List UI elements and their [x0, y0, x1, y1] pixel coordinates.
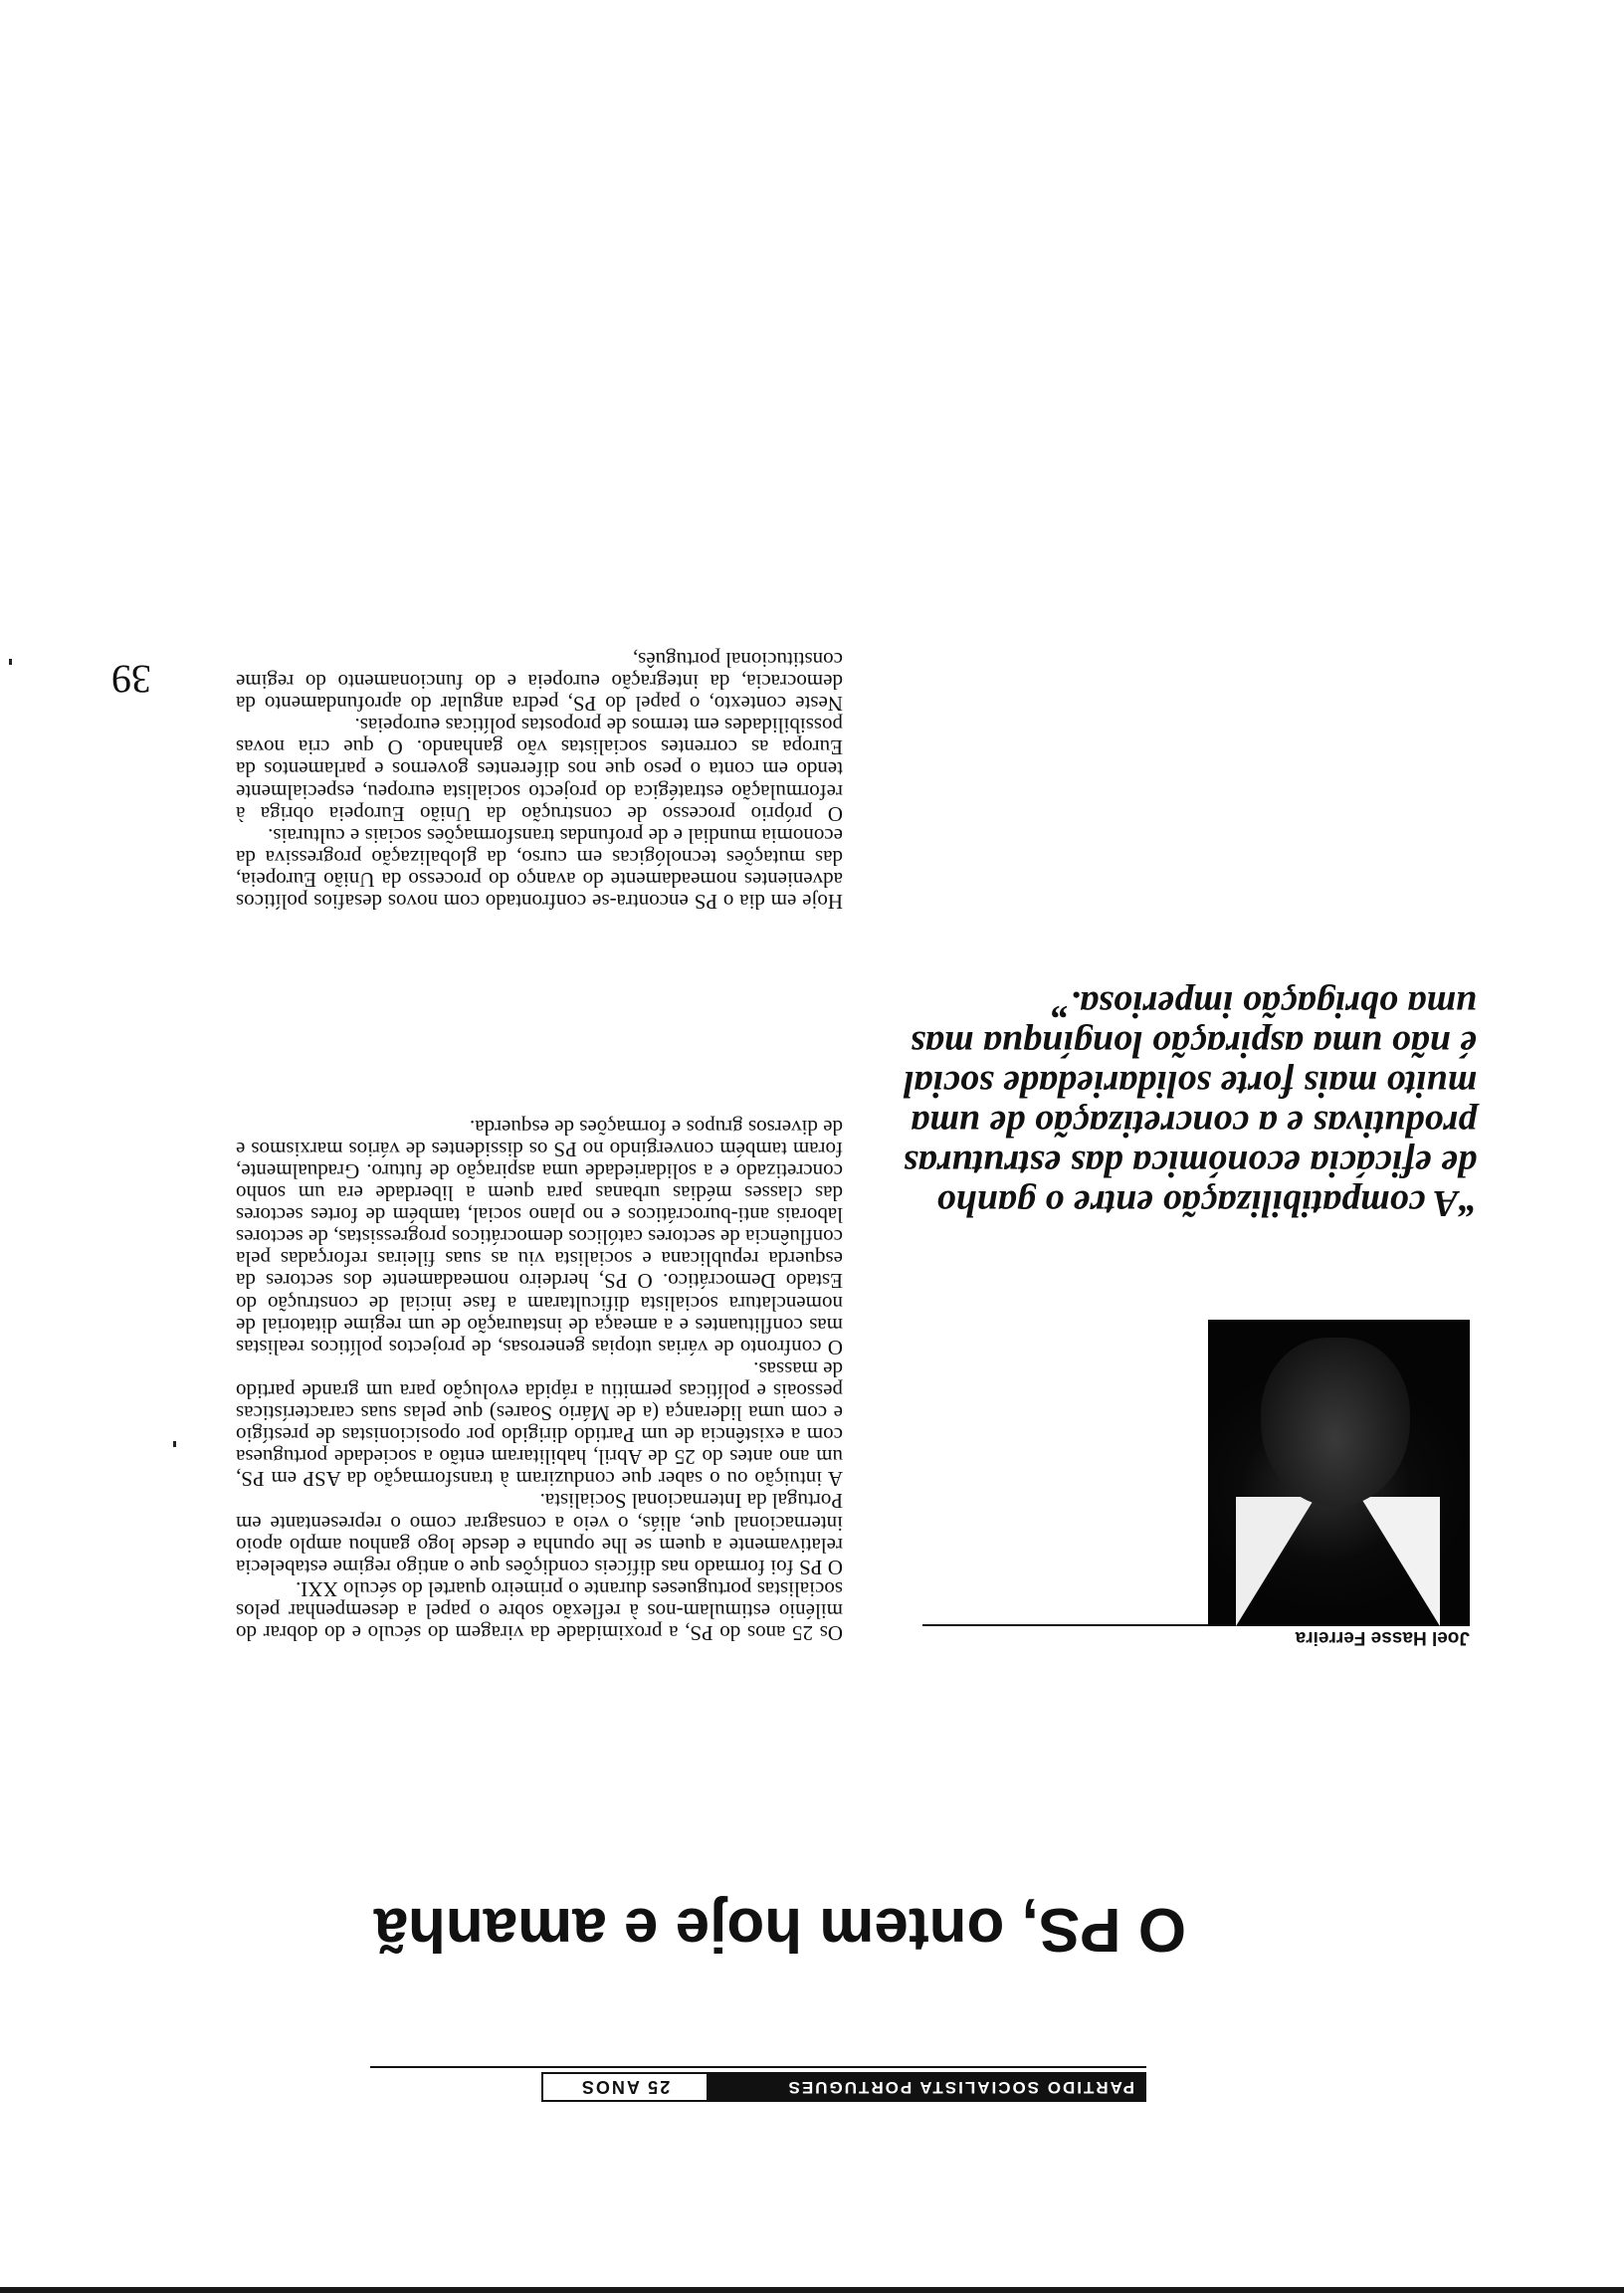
scan-edge — [0, 2287, 1624, 2293]
body-paragraph: O confronto de várias utopias generosas, de projectos políticos realistas mas conflituantes e a ameaça de instauração de um regime ditatorial de nomenclatura socialista dificultaram a fase inicial de construção do Estado Democrático. O PS, herdeiro nomeadamente dos sectores da esquerda republicana e socialista viu as suas fileiras reforçadas pela confluência de sectores católicos democráticos progressistas, de sectores laborais anti-burocráticos e no plano social, também de fortes sectores das classes médias urbanas para quem a liberdade era um sonho concretizado e a solidariedade uma aspiração de futuro. Gradualmente, foram também convergindo no PS os dissidentes de vários marxismos e de diversos grupos e formações de esquerda. — [236, 1115, 843, 1359]
article-title: O PS, ontem hoje e amanhã — [373, 1895, 1186, 1964]
body-paragraph: Hoje em dia o PS encontra-se confrontado com novos desafios políticos advenientes nomeadamente do avanço do processo da União Europeia, das mutações tecnológicas em curso, da globalização progressiva da economia mundial e de profundas transformações sociais e culturais. — [236, 823, 843, 914]
author-caption: Joel Hasse Ferreira — [1295, 1627, 1470, 1648]
body-paragraph: A intuição ou o saber que conduziram à transformação da ASP em PS, um ano antes do 25 de Abril, habilitaram então a sociedade portuguesa com a existência de um Partido dirigido por oposicionistas de prestígio e com uma liderança (a de Mário Soares) que pelas suas características pessoais e políticas permitiu a rápida evolução para um grande partido de massas. — [236, 1356, 843, 1492]
body-paragraph: O PS foi formado nas difíceis condições que o antigo regime estabelecia relativamente a quem se lhe opunha e desde logo ganhou amplo apoio internacional que, aliás, o veio a consagrar como o representante em Portugal da Internacional Socialista. — [236, 1489, 843, 1579]
author-photo — [1208, 1320, 1470, 1626]
pull-quote-line: “A compatibilização entre o ganho — [936, 1182, 1477, 1224]
scan-mark — [173, 1441, 176, 1447]
header-publication-name: PARTIDO SOCIALISTA PORTUGUES — [707, 2074, 1144, 2100]
header-anniversary-label: 25 ANOS — [543, 2074, 707, 2100]
pull-quote-line: uma obrigação imperiosa.” — [1051, 983, 1477, 1025]
scan-mark — [9, 659, 12, 665]
pull-quote — [780, 984, 1477, 1223]
pull-quote-line: de eficácia económica das estruturas — [903, 1143, 1477, 1184]
body-paragraph: O próprio processo de construção da União Europeia obriga à reformulação estratégica do projecto socialista europeu, especialmente tendo em conta o peso que nos diferentes governos e parlamentos da Europa as correntes socialistas vão ganhando. O que cria novas possibilidades em termos de propostas políticas europeias. — [236, 714, 843, 826]
photo-collar-left — [1360, 1497, 1440, 1626]
body-column-lower — [236, 649, 843, 913]
header-rule — [370, 2066, 1146, 2068]
body-paragraph: Neste contexto, o papel do PS, pedra angular do aprofundamento da democracia, da integração europeia e do funcionamento do regime constitucional português, — [236, 647, 843, 717]
pull-quote-line: muito mais forte solidariedade social — [903, 1063, 1477, 1105]
pull-quote-line: é não uma aspiração longínqua mas — [910, 1023, 1477, 1065]
body-column-upper — [236, 1117, 843, 1644]
header-band — [541, 2072, 1146, 2102]
pull-quote-line: produtivas e a concretização de uma — [911, 1103, 1477, 1145]
page-number: 39 — [111, 657, 151, 702]
body-paragraph: Os 25 anos do PS, a proximidade da viragem do século e do dobrar do milénio estimulam-nos à reflexão sobre o papel a desempenhar pelos socialistas portugueses durante o primeiro quartel do século XXI. — [236, 1576, 843, 1645]
photo-collar-right — [1236, 1497, 1316, 1626]
photo-portrait — [1261, 1338, 1410, 1507]
